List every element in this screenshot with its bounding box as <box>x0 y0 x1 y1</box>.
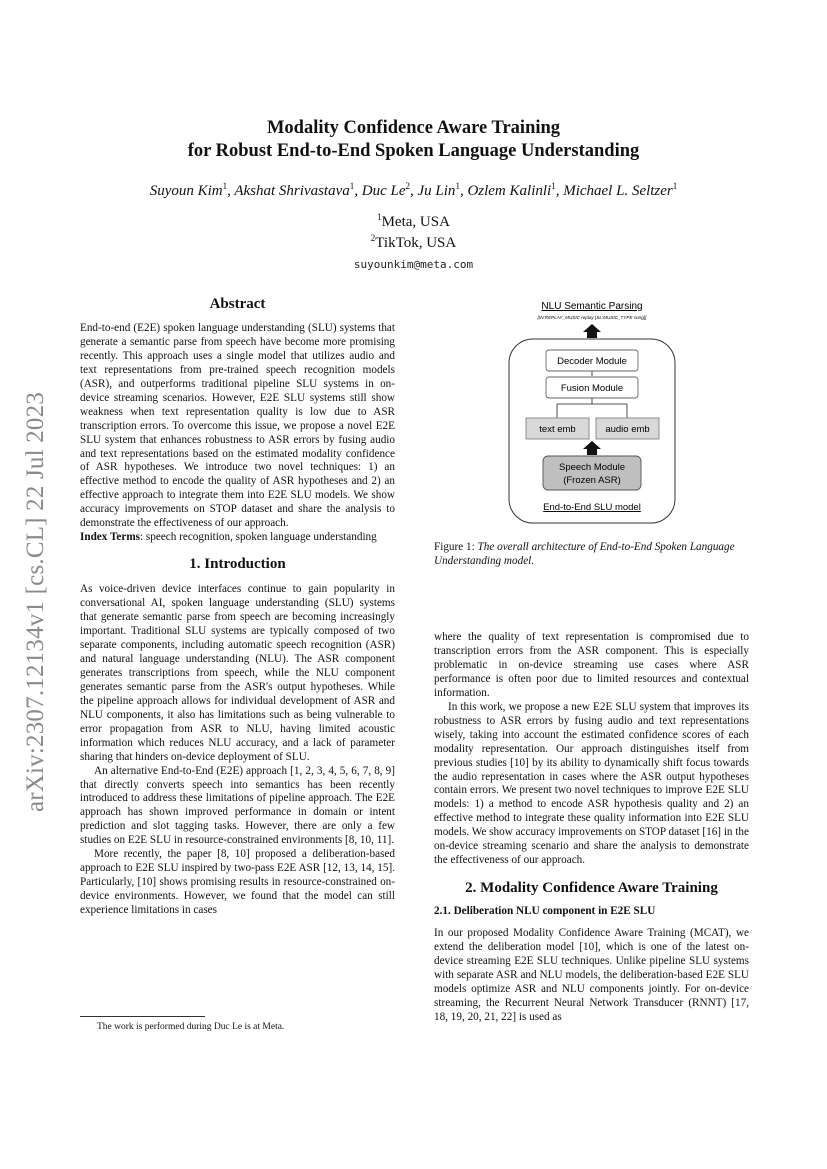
author-affiliation-mark: 1 <box>551 181 556 191</box>
semantic-parse-example: [IN:REPLAY_MUSIC replay [SL:MUSIC_TYPE song]] <box>537 315 647 320</box>
author-list: Suyoun Kim$^1$, Akshat Shrivastava$^1$, Duc Le$^2$, Ju Lin$^1$, Ozlem Kalinli$^1$, Michael L. Seltzer$^1$ <box>149 181 678 199</box>
contact-email: suyounkim@meta.com <box>353 258 474 271</box>
audio-emb-label: audio emb <box>605 424 650 435</box>
index-terms: Index Terms: speech recognition, spoken language understanding <box>80 531 377 544</box>
fusion-module-label: Fusion Module <box>560 383 624 394</box>
section-2-heading: 2. Modality Confidence Aware Training <box>465 880 718 897</box>
paper-title: Modality Confidence Aware Training for Robust End-to-End Spoken Language Understanding <box>187 118 640 161</box>
text-emb-label: text emb <box>539 424 576 435</box>
author-affiliation-mark: 1 <box>349 181 355 191</box>
arxiv-identifier: arXiv:2307.12134v1 [cs.CL] 22 Jul 2023 <box>22 391 49 813</box>
architecture-diagram <box>507 297 677 529</box>
e2e-slu-model-label: End-to-End SLU model <box>543 502 641 513</box>
abstract-heading: Abstract <box>209 296 266 312</box>
section-2-1-heading: 2.1. Deliberation NLU component in E2E SLU <box>434 905 656 918</box>
author-affiliation-mark: 2 <box>405 181 411 191</box>
footnote: The work is performed during Duc Le is at Meta. <box>97 1022 285 1032</box>
author-name: Ozlem Kalinli <box>467 183 552 199</box>
footnote-rule <box>80 1016 205 1017</box>
intro-paragraph-2: An alternative End-to-End (E2E) approach [1, 2, 3, 4, 5, 6, 7, 8, 9] that directly converts speech into semantics has been recently introduced to address these limitations of pipeline approach. The E2E approach has shown improved performance in domain or intent prediction and slot tagging tasks. However, there are only a few studies on E2E SLU in resource-constrained environments [8, 10, 11]. <box>80 764 395 847</box>
right-column <box>434 631 749 1025</box>
intro-paragraph-3: More recently, the paper [8, 10] proposed a deliberation-based approach to E2E SLU inspired by two-pass E2E ASR [12, 13, 14, 15]. Particularly, [10] shows promising results in resource-constrained on-device environments. However, we found that the model can still experience limitations in cases <box>80 848 395 917</box>
intro-paragraph-4: where the quality of text representation is compromised due to transcription errors from the ASR component. This is especially problematic in on-device streaming use cases where ASR performance is often poor due to limited resources and contextual information. <box>434 631 749 699</box>
speech-module-label: Speech Module <box>558 462 626 473</box>
author-affiliation-mark: 1 <box>222 181 228 191</box>
decoder-module-label: Decoder Module <box>557 356 627 367</box>
section-2-paragraph-1: In our proposed Modality Confidence Aware Training (MCAT), we extend the deliberation model [10], which is one of the latest on-device streaming E2E SLU techniques. Unlike pipeline SLU systems with separate ASR and NLU models, the deliberation-based E2E SLU models optimize ASR and NLU components jointly. For on-device streaming, the Recurrent Neural Network Transducer (RNNT) [17, 18, 19, 20, 21, 22] is used as <box>434 927 749 1023</box>
affiliation-2: $^2$TikTok, USA <box>370 233 457 251</box>
author-name: Michael L. Seltzer <box>563 183 673 199</box>
author-name: Akshat Shrivastava <box>234 183 350 199</box>
author-affiliation-mark: 1 <box>672 181 678 191</box>
nlu-semantic-parsing-label: NLU Semantic Parsing <box>541 301 643 312</box>
introduction-heading: 1. Introduction <box>189 556 286 573</box>
figure-caption: Figure 1: The overall architecture of End-to-End Spoken Language Understanding model. <box>434 541 735 567</box>
output-arrow-icon <box>583 324 601 338</box>
architecture-figure <box>507 297 677 529</box>
left-column <box>80 298 395 918</box>
author-name: Ju Lin <box>417 183 456 199</box>
abstract-body: End-to-end (E2E) spoken language understanding (SLU) systems that generate a semantic parse from speech have become more promising recently. This approach uses a single model that utilizes audio and text representations from pre-trained speech recognition models (ASR), and outperforms traditional pipeline SLU systems in on-device streaming scenarios. However, E2E SLU systems still show weakness when text representation quality is low due to ASR transcription errors. To overcome this issue, we propose a novel E2E SLU system that enhances robustness to ASR errors by fusing audio and text representations based on the estimated modality confidence of ASR hypotheses. We introduce two novel techniques: 1) an effective method to encode the quality of ASR hypotheses and 2) an effective approach to integrate them into E2E SLU models. We show accuracy improvements on STOP dataset and share the analysis to demonstrate the effectiveness of our approach. <box>80 321 395 530</box>
author-name: Duc Le <box>361 183 406 199</box>
intro-paragraph-1: As voice-driven device interfaces continue to gain popularity in conversational AI, spoken language understanding (SLU) systems that generate semantic parse from speech are becoming increasingly important. Traditional SLU systems are typically composed of two separate components, including automatic speech recognition (ASR) and natural language understanding (NLU). The ASR component generates transcriptions from speech, while the NLU component generates semantic parse from the ASR's output hypotheses. While the pipeline approach allows for individual development of ASR and NLU components, it also has limitations such as being vulnerable to error propagation from ASR to NLU, having limited acoustic information which reduces NLU accuracy, and a lack of parameter sharing that hinders on-device deployment of SLU. <box>80 583 395 763</box>
author-affiliation-mark: 1 <box>455 181 460 191</box>
affiliation-1: $^1$Meta, USA <box>377 212 450 230</box>
intro-paragraph-5: In this work, we propose a new E2E SLU system that improves its robustness to ASR errors by fusing audio and text representations wisely, taking into account the estimated confidence scores of each modality representation. Our approach distinguishes itself from previous studies [10] by its ability to dynamically shift focus towards the audio representation in cases where the ASR output hypotheses contain errors. We present two novel techniques to improve E2E SLU models: 1) a method to encode ASR hypothesis quality and 2) an effective method to integrate these quality information into E2E SLU models. We show accuracy improvements on STOP dataset [16] in the on-device streaming scenario and share the analysis to demonstrate the effectiveness of our approach. <box>434 700 749 867</box>
frozen-asr-label: (Frozen ASR) <box>563 475 621 486</box>
author-name: Suyoun Kim <box>149 183 223 199</box>
